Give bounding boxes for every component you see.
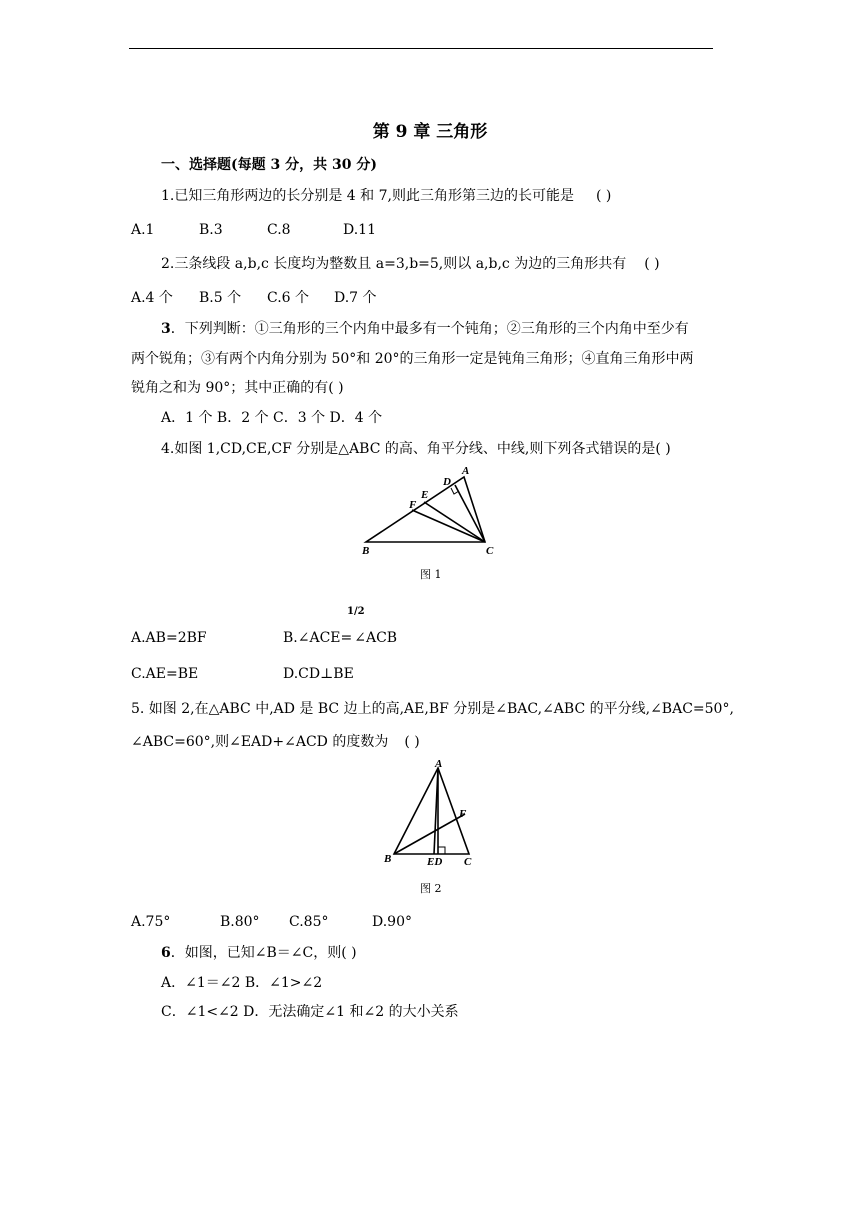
q4-option-c: C.AE=BE	[131, 666, 199, 682]
triangle-abc	[394, 768, 469, 854]
q5-line-2: ∠ABC=60°,则∠EAD+∠ACD 的度数为 ( )	[131, 734, 420, 750]
q5-option-c: C.85°	[289, 914, 329, 930]
header-rule	[129, 48, 713, 49]
label-d: D	[443, 476, 451, 488]
label-b: B	[384, 853, 392, 865]
figure-2-caption: 图 2	[420, 882, 442, 895]
q5-option-a: A.75°	[131, 914, 171, 930]
q1-option-a: A.1	[131, 222, 155, 238]
q2-option-a: A.4 个	[131, 290, 173, 306]
q1-option-d: D.11	[343, 222, 376, 238]
q6-stem: 6．如图，已知∠B＝∠C，则( )	[161, 945, 357, 961]
label-ed: ED	[427, 856, 443, 868]
q2-option-d: D.7 个	[334, 290, 377, 306]
q3-line-2: 两个锐角；③有两个内角分别为 50°和 20°的三角形一定是钝角三角形；④直角三角形中两	[131, 351, 694, 367]
q2-stem: 2.三条线段 a,b,c 长度均为整数且 a=3,b=5,则以 a,b,c 为边的三角形共有 ( )	[161, 256, 660, 272]
label-e: E	[421, 489, 429, 501]
q3-line-1: 3．下列判断：①三角形的三个内角中最多有一个钝角；②三角形的三个内角中至少有	[161, 321, 689, 337]
median-cf	[412, 510, 485, 542]
figure-2-triangle	[380, 756, 480, 868]
q6-options-line-1: A．∠1＝∠2 B．∠1>∠2	[161, 975, 323, 991]
q5-option-d: D.90°	[372, 914, 412, 930]
right-angle-mark	[438, 847, 445, 854]
label-a: A	[462, 465, 470, 477]
q4-option-a: A.AB=2BF	[131, 630, 207, 646]
q2-option-c: C.6 个	[267, 290, 310, 306]
q4-stem: 4.如图 1,CD,CE,CF 分别是△ABC 的高、角平分线、中线,则下列各式错误的是( )	[161, 441, 671, 457]
figure-1-triangle	[358, 462, 508, 558]
q6-options-line-2: C．∠1<∠2 D．无法确定∠1 和∠2 的大小关系	[161, 1004, 459, 1020]
one-half-fraction: 1/2	[347, 606, 365, 617]
q1-option-b: B.3	[199, 222, 223, 238]
q3-line-3: 锐角之和为 90°；其中正确的有( )	[131, 380, 344, 396]
section-heading: 一、选择题(每题 3 分，共 30 分)	[161, 157, 377, 173]
label-f: F	[409, 499, 417, 511]
figure-1-caption: 图 1	[420, 568, 442, 581]
q2-option-b: B.5 个	[199, 290, 242, 306]
page-title: 第 9 章 三角形	[372, 122, 488, 142]
label-b: B	[362, 545, 370, 557]
q5-line-1: 5. 如图 2,在△ABC 中,AD 是 BC 边上的高,AE,BF 分别是∠BAC,∠ABC 的平分线,∠BAC=50°,	[131, 701, 734, 717]
q3-options: A．1 个 B．2 个 C．3 个 D．4 个	[161, 410, 383, 426]
q1-stem: 1.已知三角形两边的长分别是 4 和 7,则此三角形第三边的长可能是 ( )	[161, 188, 612, 204]
bisector-ce	[424, 502, 485, 542]
label-c: C	[486, 545, 494, 557]
label-f: F	[459, 808, 467, 820]
q1-option-c: C.8	[267, 222, 291, 238]
label-c: C	[464, 856, 472, 868]
label-a: A	[435, 758, 443, 770]
q4-option-b: B.∠ACE= ∠ACB	[283, 630, 398, 646]
q5-option-b: B.80°	[220, 914, 260, 930]
q4-option-d: D.CD⊥BE	[283, 666, 354, 682]
